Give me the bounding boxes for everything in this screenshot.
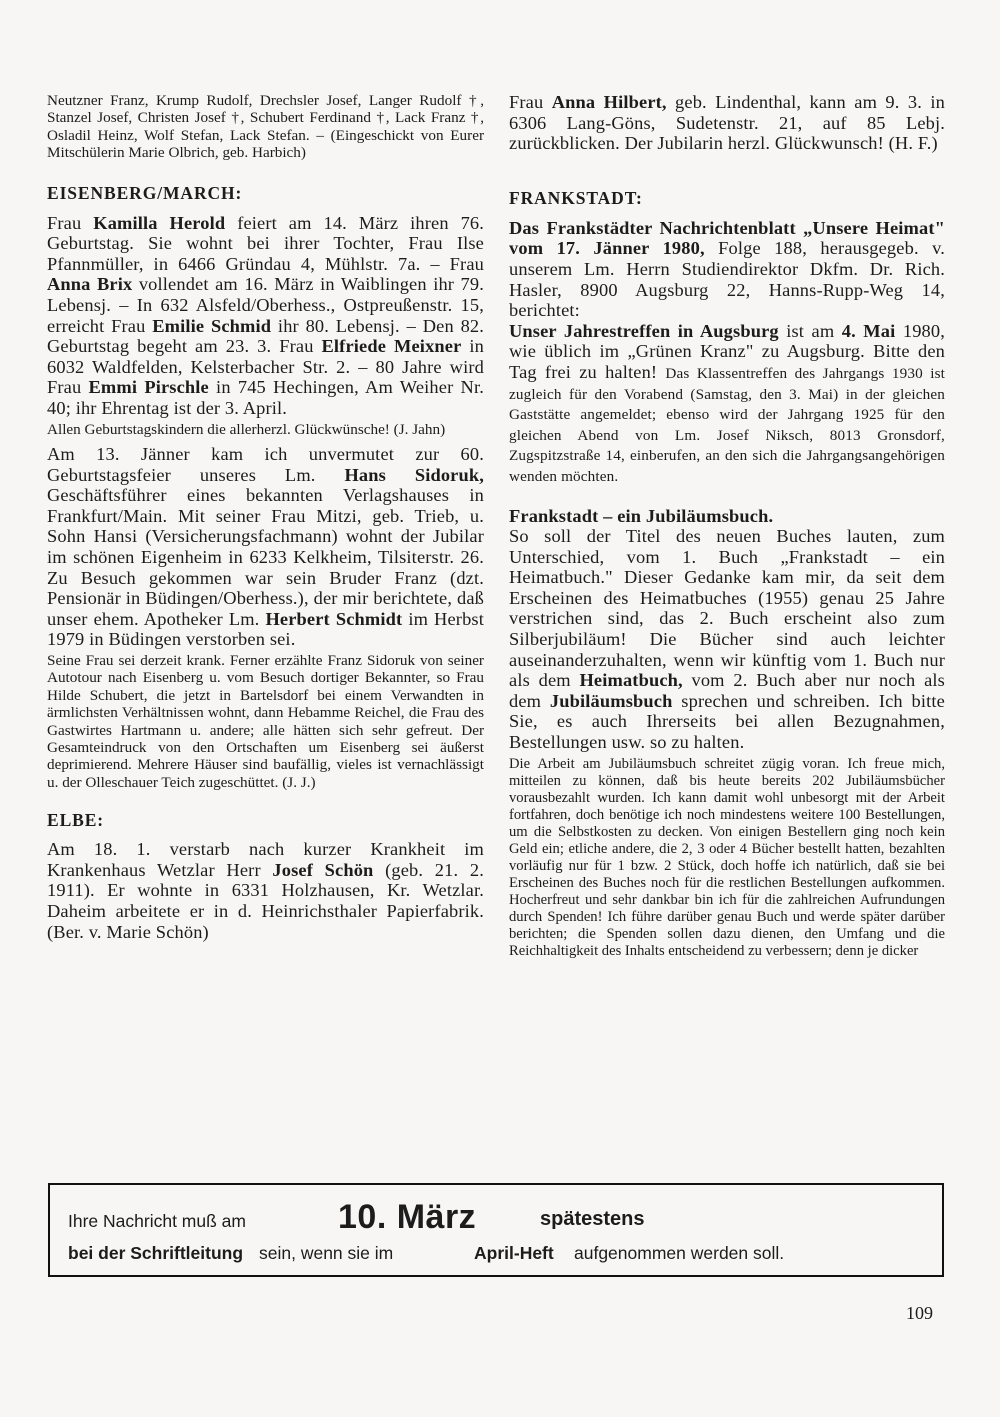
obituary-paragraph: Am 18. 1. verstarb nach kurzer Krankheit im Krankenhaus Wetzlar Herr Josef Schön (geb. 21. 2. 1911). Er wohnte in 6331 Holzhausen, Kr. Wetzlar. Daheim arbeitete er in d. Heinrichsthaler Papierfabrik. (Ber. v. Marie Schön) <box>47 839 484 942</box>
condition-text: sein, wenn sie im <box>259 1243 394 1263</box>
section-heading-eisenberg: EISENBERG/MARCH: <box>47 182 243 203</box>
newsletter-paragraph: Das Frankstädter Nachrichtenblatt „Unsere Heimat" vom 17. Jänner 1980, Folge 188, herausgegeb. v. unserem Lm. Herrn Studiendirektor Dkfm. Dr. Rich. Hasler, 8900 Augsburg 22, Hanns-Rupp-Weg 14, berichtet: <box>509 217 945 321</box>
section-heading-elbe: ELBE: <box>47 810 105 831</box>
hilbert-paragraph: Frau Anna Hilbert, geb. Lindenthal, kann am 9. 3. in 6306 Lang-Göns, Sudetenstr. 21, auf 85 Lebj. zurückblicken. Der Jubilarin herzl. Glückwunsch! (H. F.) <box>509 92 946 154</box>
deadline-lead-text: Ihre Nachricht muß am <box>68 1211 246 1231</box>
greeting-paragraph: Allen Geburtstagskindern die allerherzl. Glückwünsche! (J. Jahn) <box>47 420 446 438</box>
deadline-latest-text: spätestens <box>540 1208 645 1230</box>
birthday-paragraph: Frau Kamilla Herold feiert am 14. März ihren 76. Geburtstag. Sie wohnt bei ihrer Tochter, Frau Ilse Pfannmüller, in 6466 Gründau 4, Mühlstr. 7a. – Frau Anna Brix vollendet am 16. März in Waiblingen ihr 79. Lebensj. – In 632 Alsfeld/Oberhess., Ostpreußenstr. 15, erreicht Frau Emilie Schmid ihr 80. Lebensj. – Den 82. Geburtstag begeht am 23. 3. Frau Elfriede Meixner in 6032 Waldfelden, Kelsterbacher Str. 2. – 80 Jahre wird Frau Emmi Pirschle in 745 Hechingen, Am Weiher Nr. 40; ihr Ehrentag ist der 3. April. <box>47 212 485 418</box>
sidoruk-paragraph: Am 13. Jänner kam ich unvermutet zur 60. Geburtstagsfeier unseres Lm. Hans Sidoruk, Geschäftsführer eines bekannten Verlagshauses in Frankfurt/Main. Mit seiner Frau Mitzi, geb. Trieb, u. Sohn Hansi (Versicherungsfachmann) wohnt der Jubilar im schönen Eigenheim in 6233 Kelkheim, Tilsiterstr. 26. Zu Besuch gekommen war sein Bruder Franz (dzt. Pensionär in Büdingen/Oberhess.), der mir berichtete, daß unser ehem. Apotheker Lm. Herbert Schmidt im Herbst 1979 in Büdingen verstorben sei. <box>47 443 484 650</box>
left-column <box>47 92 484 942</box>
issue-name: April-Heft <box>474 1243 554 1263</box>
editor-text: bei der Schriftleitung <box>68 1243 244 1263</box>
jubilee-progress-paragraph: Die Arbeit am Jubiläumsbuch schreitet zügig voran. Ich freue mich, mitteilen zu können, daß bis heute bereits 202 Jubiläumsbücher vorausbezahlt wurden. Ich kann damit wohl unbesorgt mit der Arbeit fortfahren, doch benötige ich noch mindestens weitere 100 Bestellungen, um die Selbstkosten zu decken. Von einigen Bestellern ging noch kein Geld ein; etliche andere, die 2, 3 oder 4 Bücher bestellt hatten, bezahlten vorläufig nur für 1 bzw. 2 Stück, doch hoffe ich natürlich, daß sie bei Erscheinen des Buches noch für die restlichen Bestellungen aufkommen. Hocherfreut und sehr dankbar bin ich für die zahlreichen Aufrundungen durch Spenden! Ich führe darüber genau Buch und werde später darüber berichten; die Spenden sollen dazu dienen, den Umfang und die Reichhaltigkeit des Inhalts entscheidend zu verbessern; denn je dicker <box>509 755 945 959</box>
right-column <box>509 92 945 960</box>
sidoruk-report-paragraph: Seine Frau sei derzeit krank. Ferner erzählte Franz Sidoruk von seiner Autotour nach Eisenberg u. vom Besuch dortiger Bekannter, so Frau Hilde Schubert, die jetzt in Bartelsdorf bei einem Verwandten in ärmlichsten Verhältnissen wohnt, dann Hebamme Reichel, die Frau des Gastwirtes Hartmann u. andere; alle hätten sich sehr gefreut. Der Gesamteindruck von den Ortschaften um Eisenberg sei äußerst deprimierend. Mehrere Häuser sind baufällig, vieles ist vernachlässigt u. der Olleschauer Teich zugeschüttet. (J. J.) <box>47 651 484 791</box>
jubilee-book-heading: Frankstadt – ein Jubiläumsbuch. <box>509 505 774 526</box>
deadline-date: 10. März <box>338 1198 477 1236</box>
annual-meeting-paragraph: Unser Jahrestreffen in Augsburg ist am 4. Mai 1980, wie üblich im „Grünen Kranz" zu Augsburg. Bitte den Tag frei zu halten! Das Klassentreffen des Jahrgangs 1930 ist zugleich für den Vorabend (Samstag, den 3. Mai) in der gleichen Gaststätte angemeldet; ebenso wird der Jahrgang 1925 für den gleichen Abend von Lm. Josef Niksch, 8013 Gronsdorf, Zugspitzstraße 14, einberufen, an den sich die Jahrgangsangehörigen wenden möchten. <box>509 320 945 485</box>
inclusion-text: aufgenommen werden soll. <box>574 1243 785 1263</box>
page-number: 109 <box>906 1303 933 1323</box>
section-heading-frankstadt: FRANKSTADT: <box>509 187 643 208</box>
jubilee-book-paragraph: So soll der Titel des neuen Buches lauten, zum Unterschied, vom 1. Buch „Frankstadt – ein Heimatbuch." Dieser Gedanke kam mir, da seit dem Erscheinen des Heimatbuches (1955) genau 25 Jahre verstrichen sind, das 2. Buch erscheint also zum Silberjubiläum! Die Bücher sind auch leichter auseinanderzuhalten, wenn wir künftig vom 1. Buch nur als dem Heimatbuch, vom 2. Buch aber nur noch als dem Jubiläumsbuch sprechen und schreiben. Ich bitte Sie, es auch Ihrerseits bei allen Bezugnahmen, Bestellungen usw. so zu halten. <box>509 526 945 753</box>
intro-paragraph: Neutzner Franz, Krump Rudolf, Drechsler Josef, Langer Rudolf †, Stanzel Josef, Christen Josef †, Schubert Ferdinand †, Lack Franz †, Osladil Heinz, Wolf Stefan, Lack Stefan. – (Eingeschickt von Eurer Mitschülerin Marie Olbrich, geb. Harbich) <box>47 92 484 162</box>
deadline-notice-box <box>48 1183 944 1277</box>
